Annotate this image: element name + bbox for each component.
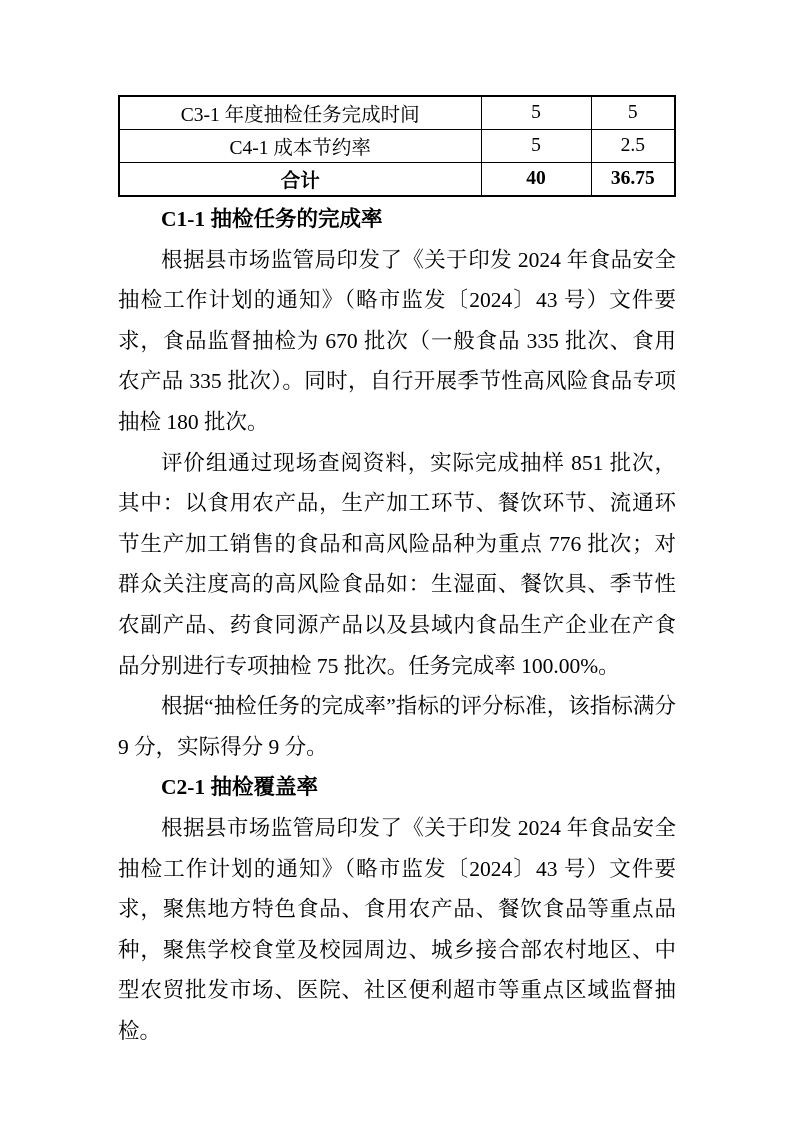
- full-score-cell: 40: [481, 163, 591, 197]
- paragraph: 根据“抽检任务的完成率”指标的评分标准，该指标满分 9 分，实际得分 9 分。: [118, 694, 676, 759]
- full-score-cell: 5: [481, 130, 591, 163]
- table-row: [119, 130, 675, 163]
- indicator-cell: 合计: [119, 163, 481, 197]
- table-row: [119, 96, 675, 130]
- section-heading-c2-1: C2-1 抽检覆盖率: [161, 775, 319, 800]
- table-total-row: [119, 163, 675, 197]
- document-body: [118, 199, 676, 1051]
- paragraph: 评价组通过现场查阅资料，实际完成抽样 851 批次，其中：以食用农产品，生产加工环节、餐饮环节、流通环节生产加工销售的食品和高风险品种为重点 776 批次；对群众关注度高的高风险食品如：生湿面、餐饮具、季节性农副产品、药食同源产品以及县域内食品生产企业在产食品分别进行专项抽检 75 批次。任务完成率 100.00%。: [118, 450, 676, 678]
- full-score-cell: 5: [481, 96, 591, 130]
- score-cell: 5: [591, 96, 675, 130]
- indicator-cell: C3-1 年度抽检任务完成时间: [119, 96, 481, 130]
- score-table: [118, 95, 676, 197]
- paragraph: 根据县市场监管局印发了《关于印发 2024 年食品安全抽检工作计划的通知》（略市监发〔2024〕43 号）文件要求，聚焦地方特色食品、食用农产品、餐饮食品等重点品种，聚焦学校食堂及校园周边、城乡接合部农村地区、中型农贸批发市场、医院、社区便利超市等重点区域监督抽检。: [118, 815, 676, 1043]
- indicator-cell: C4-1 成本节约率: [119, 130, 481, 163]
- score-cell: 36.75: [591, 163, 675, 197]
- score-cell: 2.5: [591, 130, 675, 163]
- paragraph: 根据县市场监管局印发了《关于印发 2024 年食品安全抽检工作计划的通知》（略市监发〔2024〕43 号）文件要求，食品监督抽检为 670 批次（一般食品 335 批次、食用农产品 335 批次）。同时，自行开展季节性高风险食品专项抽检 180 批次。: [118, 247, 676, 434]
- section-heading-c1-1: C1-1 抽检任务的完成率: [161, 207, 383, 231]
